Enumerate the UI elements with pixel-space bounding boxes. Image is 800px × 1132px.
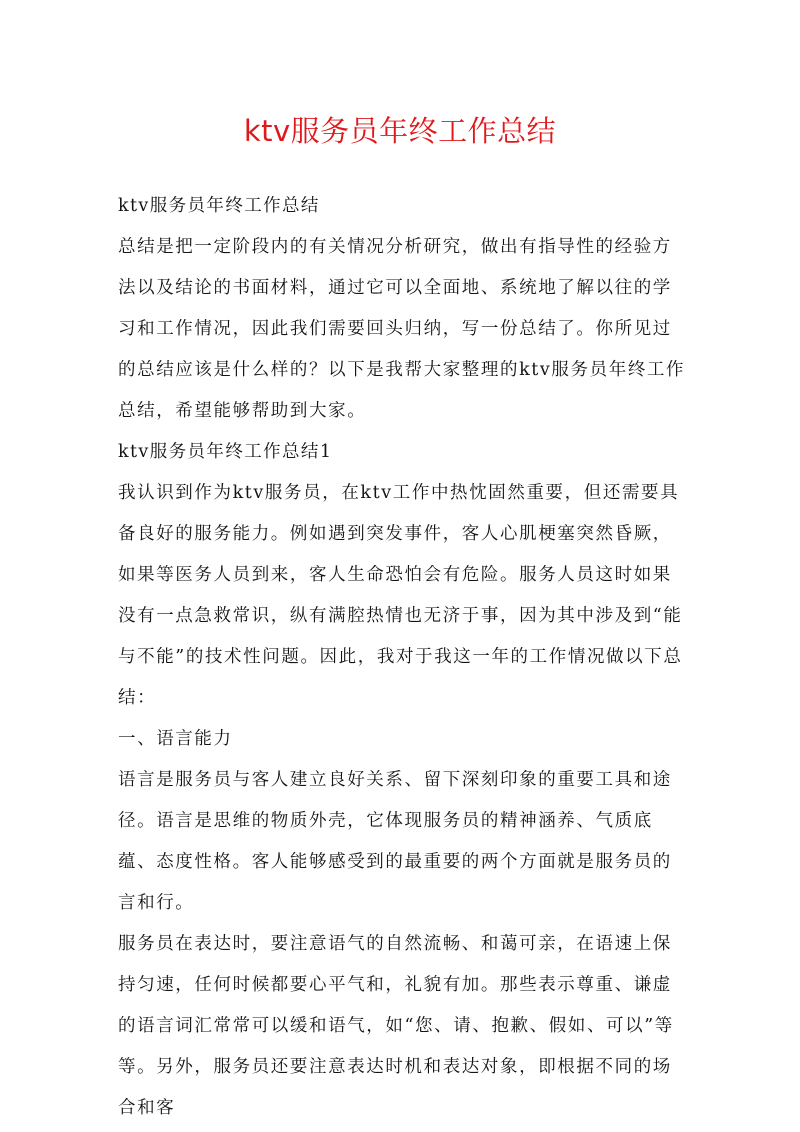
document-title: ktv服务员年终工作总结: [243, 114, 557, 148]
intro-paragraph: 总结是把一定阶段内的有关情况分析研究，做出有指导性的经验方法以及结论的书面材料，通过它可以全面地、系统地了解以往的学习和工作情况，因此我们需要回头归纳，写一份总结了。你所见过的总结应该是什么样的？以下是我帮大家整理的ktv服务员年终工作总结，希望能够帮助到大家。: [118, 237, 686, 421]
body-paragraph: 我认识到作为ktv服务员，在ktv工作中热忱固然重要，但还需要具备良好的服务能力。例如遇到突发事件，客人心肌梗塞突然昏厥，如果等医务人员到来，客人生命恐怕会有危险。服务人员这时如果没有一点急救常识，纵有满腔热情也无济于事，因为其中涉及到“能与不能”的技术性问题。因此，我对于我这一年的工作情况做以下总结：: [118, 483, 683, 708]
body-heading: ktv服务员年终工作总结: [118, 196, 320, 216]
document-body: [118, 186, 690, 1129]
body-paragraph: 服务员在表达时，要注意语气的自然流畅、和蔼可亲，在语速上保持匀速，任何时候都要心平气和，礼貌有加。那些表示尊重、谦虚的语言词汇常常可以缓和语气，如“您、请、抱歉、假如、可以”等等。另外，服务员还要注意表达时机和表达对象，即根据不同的场合和客: [118, 934, 674, 1118]
body-paragraph: 语言是服务员与客人建立良好关系、留下深刻印象的重要工具和途径。语言是思维的物质外壳，它体现服务员的精神涵养、气质底蕴、态度性格。客人能够感受到的最重要的两个方面就是服务员的言和行。: [118, 770, 672, 913]
section-heading-1: ktv服务员年终工作总结1: [118, 442, 333, 462]
subsection-heading-language: 一、语言能力: [118, 729, 233, 749]
